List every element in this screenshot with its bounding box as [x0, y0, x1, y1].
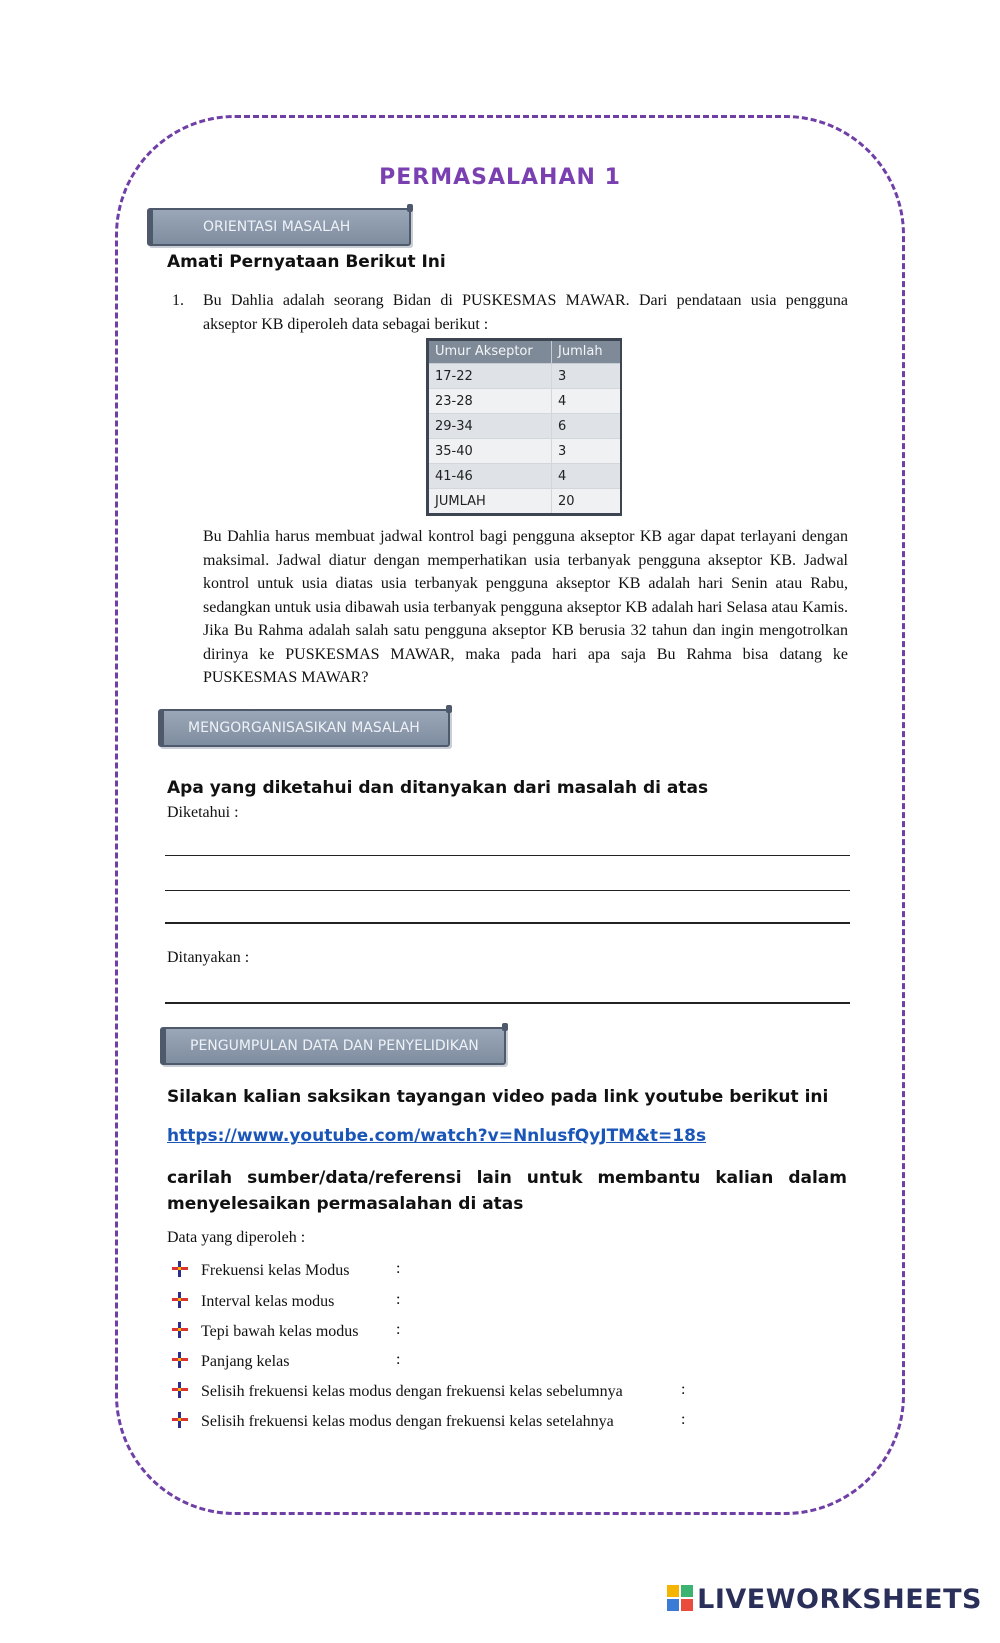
table-row [428, 439, 622, 464]
problem-intro: Bu Dahlia adalah seorang Bidan di PUSKESMAS MAWAR. Dari pendataan usia pengguna akseptor KB diperoleh data sebagai berikut : [203, 292, 848, 333]
list-item [171, 1378, 686, 1402]
heading-amati: Amati Pernyataan Berikut Ini [167, 252, 446, 272]
table-cell: 29-34 [428, 414, 552, 439]
list-item-label: Panjang kelas [201, 1353, 290, 1370]
list-item-colon: : [681, 1381, 686, 1398]
answer-line-known-2[interactable] [165, 890, 850, 891]
table-cell: 3 [552, 439, 622, 464]
table-header-umur: Umur Akseptor [428, 340, 552, 364]
list-item-label: Selisih frekuensi kelas modus dengan frekuensi kelas setelahnya [201, 1413, 614, 1430]
cross-bullet-icon [171, 1411, 189, 1429]
tag-pengumpulan-data: PENGUMPULAN DATA DAN PENYELIDIKAN [160, 1027, 506, 1065]
table-cell: 41-46 [428, 464, 552, 489]
table-cell: 20 [552, 489, 622, 515]
table-row [428, 489, 622, 515]
list-item [171, 1348, 401, 1372]
list-item-label: Tepi bawah kelas modus [201, 1323, 359, 1340]
youtube-link[interactable]: https://www.youtube.com/watch?v=NnlusfQyJTM&t=18s [167, 1126, 707, 1146]
instruction-text: carilah sumber/data/referensi lain untuk membantu kalian dalam menyelesaikan permasalahan di atas [167, 1168, 847, 1214]
tag-mengorganisasikan: MENGORGANISASIKAN MASALAH [158, 709, 450, 747]
table-header-jumlah: Jumlah [552, 340, 622, 364]
answer-line-asked[interactable] [165, 1002, 850, 1004]
cross-bullet-icon [171, 1260, 189, 1278]
age-table [426, 338, 622, 516]
brand-text: LIVEWORKSHEETS [697, 1584, 982, 1615]
list-item [171, 1408, 686, 1432]
liveworksheets-logo-icon [667, 1585, 693, 1611]
table-cell: 4 [552, 464, 622, 489]
page-title: PERMASALAHAN 1 [379, 165, 621, 190]
list-item-colon: : [396, 1260, 401, 1277]
list-item [171, 1257, 401, 1281]
tag-orientasi-masalah: ORIENTASI MASALAH [147, 208, 411, 246]
cross-bullet-icon [171, 1351, 189, 1369]
table-cell: 6 [552, 414, 622, 439]
list-item-colon: : [681, 1411, 686, 1428]
heading-silakan: Silakan kalian saksikan tayangan video pada link youtube berikut ini [167, 1087, 829, 1107]
answer-line-known-3[interactable] [165, 922, 850, 924]
heading-apa-yang-diketahui: Apa yang diketahui dan ditanyakan dari masalah di atas [167, 778, 709, 798]
list-item-colon: : [396, 1291, 401, 1308]
cross-bullet-icon [171, 1381, 189, 1399]
problem-number: 1. [172, 292, 184, 309]
table-cell: 23-28 [428, 389, 552, 414]
known-label: Diketahui : [167, 804, 239, 821]
list-item-colon: : [396, 1351, 401, 1368]
answer-line-known-1[interactable] [165, 855, 850, 856]
list-item-label: Selisih frekuensi kelas modus dengan frekuensi kelas sebelumnya [201, 1383, 623, 1400]
cross-bullet-icon [171, 1321, 189, 1339]
table-cell: 17-22 [428, 364, 552, 389]
list-item-label: Frekuensi kelas Modus [201, 1262, 350, 1279]
table-row [428, 364, 622, 389]
list-item [171, 1288, 401, 1312]
table-cell: JUMLAH [428, 489, 552, 515]
table-row [428, 464, 622, 489]
table-row [428, 414, 622, 439]
liveworksheets-brand [667, 1584, 982, 1615]
asked-label: Ditanyakan : [167, 949, 250, 966]
list-item-label: Interval kelas modus [201, 1293, 335, 1310]
table-cell: 3 [552, 364, 622, 389]
data-label: Data yang diperoleh : [167, 1229, 306, 1246]
table-row [428, 389, 622, 414]
problem-paragraph: Bu Dahlia harus membuat jadwal kontrol bagi pengguna akseptor KB agar dapat terlayani dengan maksimal. Jadwal diatur dengan memperhatikan usia terbanyak pengguna akseptor KB. Jadwal kontrol untuk usia diatas usia terbanyak pengguna akseptor KB adalah hari Senin atau Rabu, sedangkan untuk usia dibawah usia terbanyak pengguna akseptor KB adalah hari Selasa atau Kamis. Jika Bu Rahma adalah salah satu pengguna akseptor KB berusia 32 tahun dan ingin mengotrolkan dirinya ke PUSKESMAS MAWAR, maka pada hari apa saja Bu Rahma bisa datang ke PUSKESMAS MAWAR? [203, 528, 848, 686]
list-item [171, 1318, 401, 1342]
table-cell: 4 [552, 389, 622, 414]
table-header-row [428, 340, 622, 364]
cross-bullet-icon [171, 1291, 189, 1309]
list-item-colon: : [396, 1321, 401, 1338]
table-cell: 35-40 [428, 439, 552, 464]
